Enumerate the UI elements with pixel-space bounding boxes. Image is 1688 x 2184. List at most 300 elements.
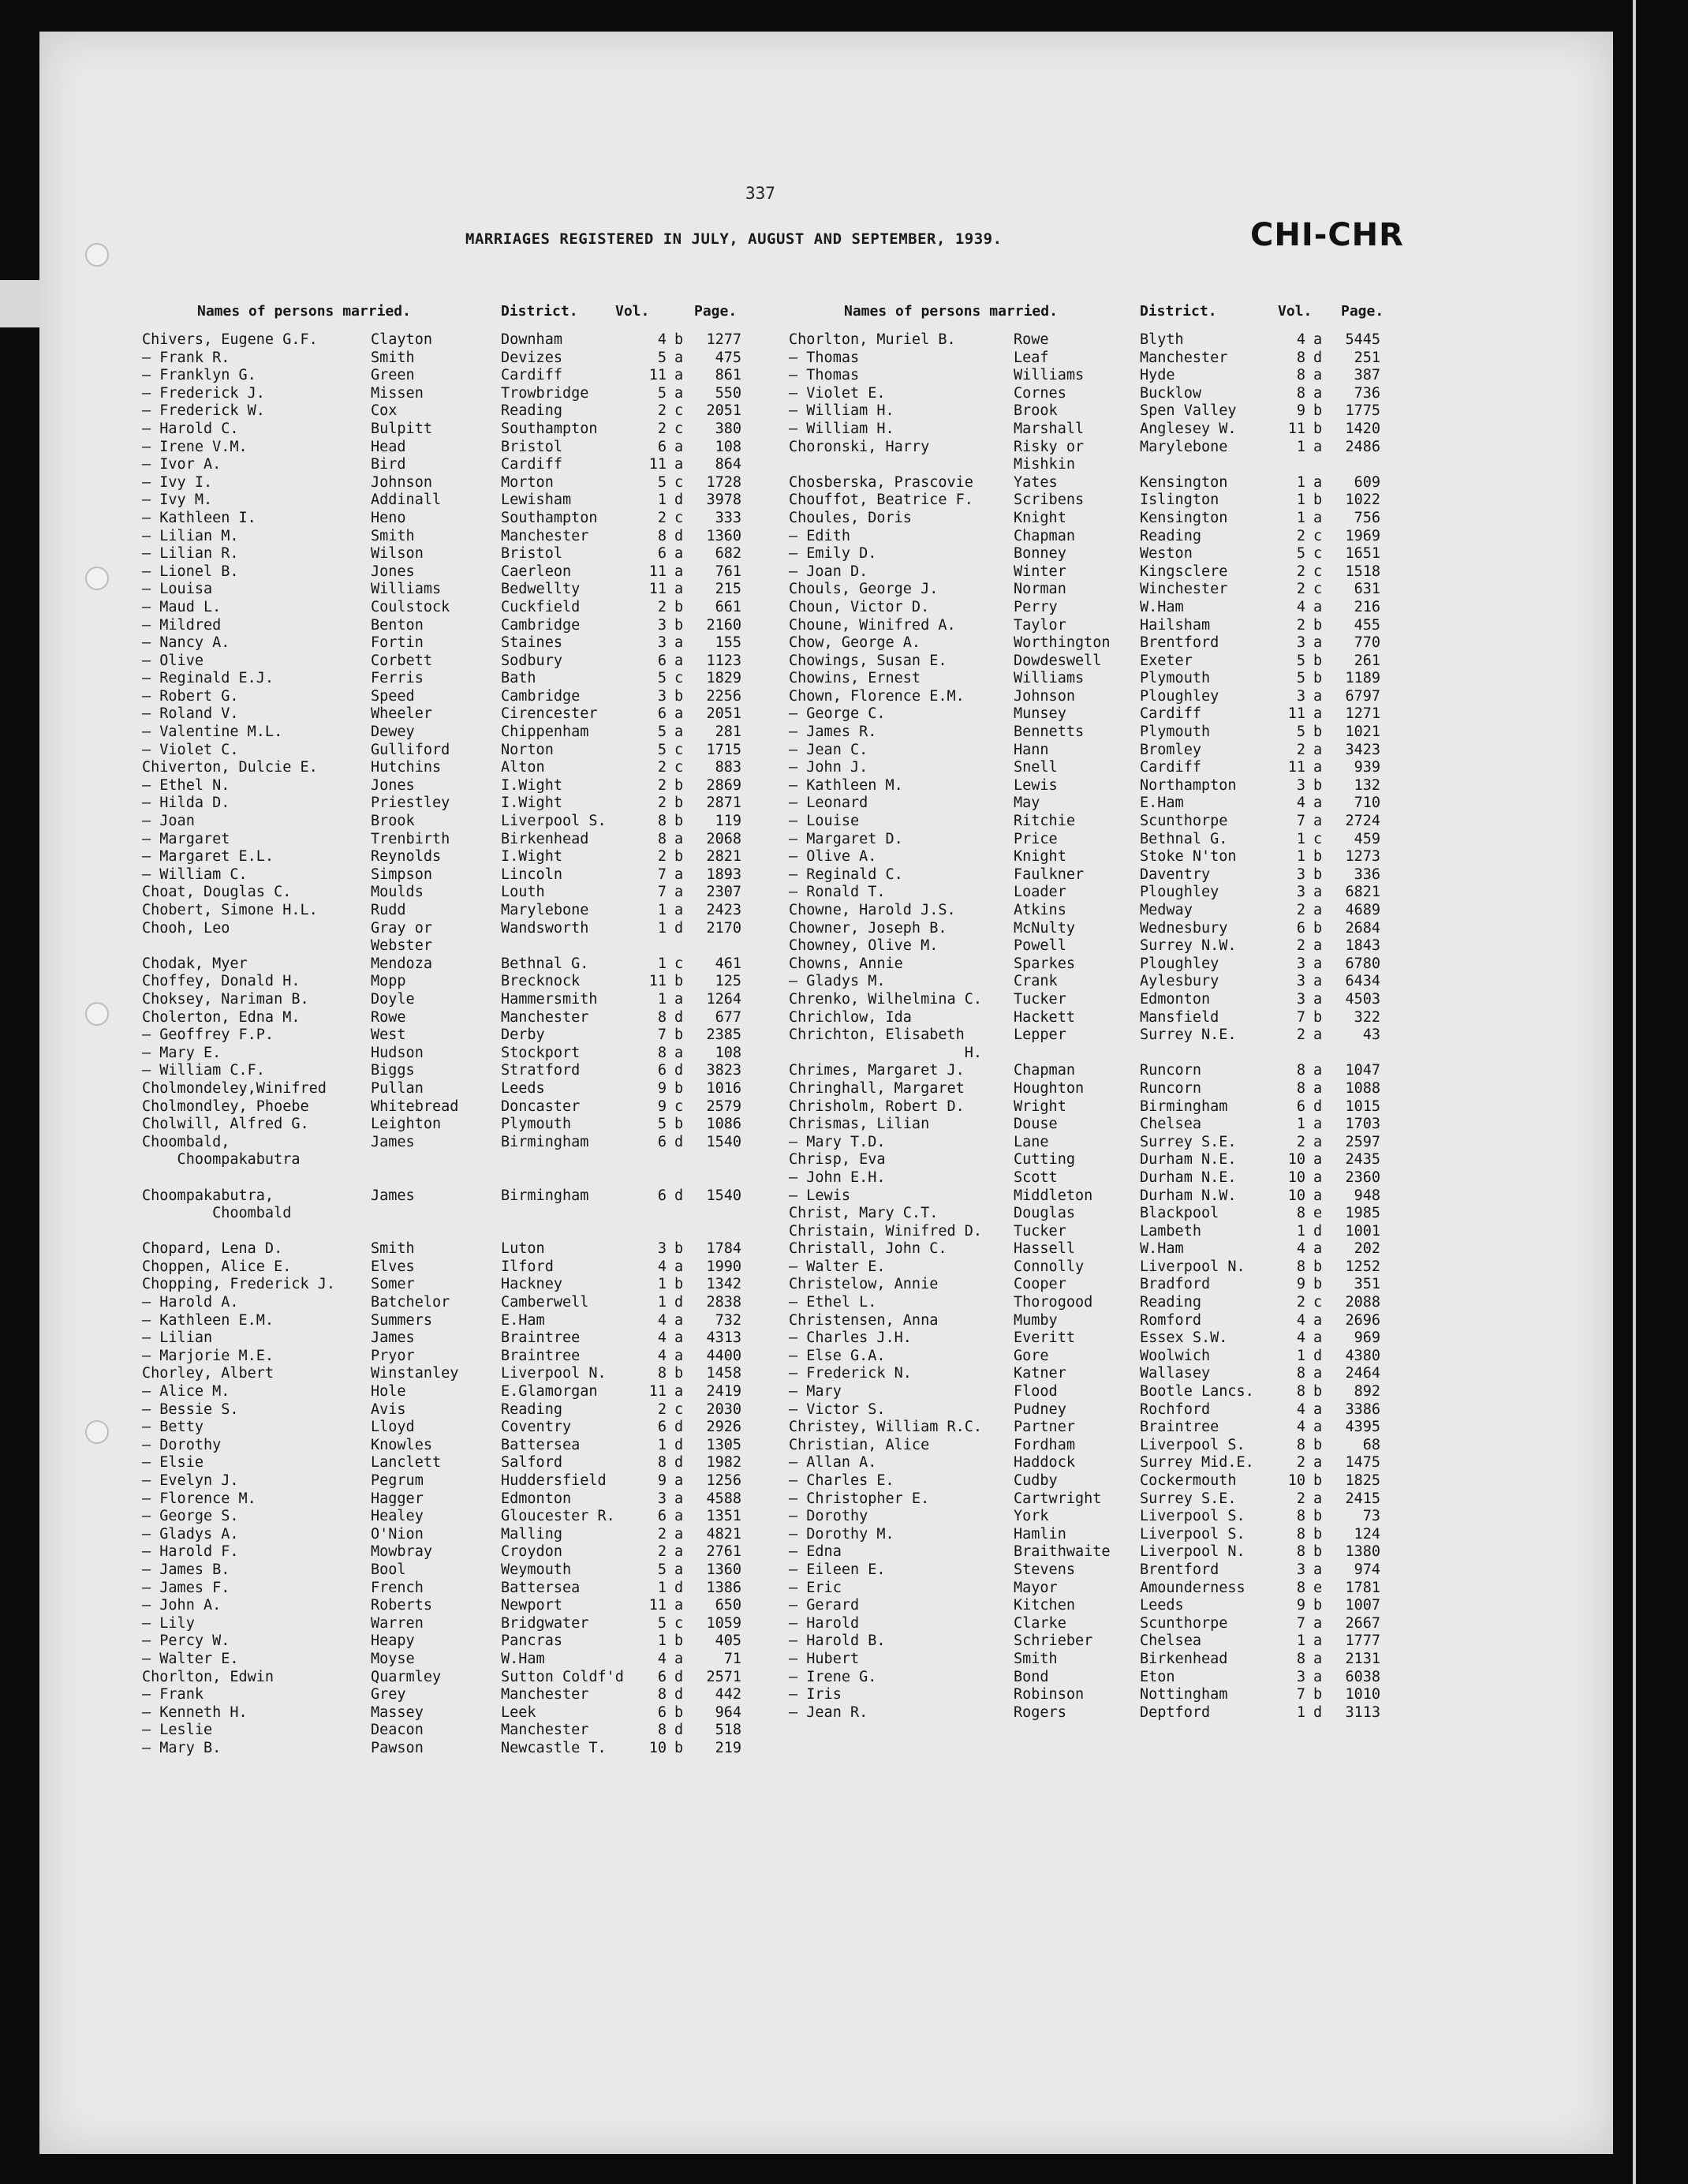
entry-volume: 6 — [657, 1703, 667, 1721]
entry-spouse-surname: Mopp — [371, 973, 406, 990]
page-heading: MARRIAGES REGISTERED IN JULY, AUGUST AND SEPTEMBER, 1939. — [465, 230, 1003, 248]
entry-volume-letter: a — [674, 384, 684, 402]
entry-page: 1829 — [706, 670, 741, 687]
entry-spouse-surname: McNulty — [1014, 919, 1075, 937]
binder-hole — [85, 1002, 109, 1026]
entry-volume-letter: a — [1313, 1561, 1323, 1578]
entry-volume: 1 — [657, 919, 667, 937]
entry-row — [789, 563, 1420, 582]
entry-volume: 2 — [657, 1401, 667, 1418]
entry-row — [789, 634, 1420, 653]
entry-district: Medway — [1140, 902, 1193, 918]
entry-volume: 2 — [1296, 616, 1305, 634]
entry-spouse-surname: Mowbray — [371, 1543, 432, 1561]
entry-district: Trowbridge — [501, 384, 589, 402]
entry-row — [789, 350, 1420, 368]
entry-volume-letter: a — [1313, 1614, 1323, 1632]
entry-spouse-surname: Pudney — [1014, 1401, 1066, 1418]
entry-name: Chiverton, Dulcie E. — [142, 759, 318, 776]
entry-row — [142, 670, 749, 688]
entry-name: — Else G.A. — [789, 1347, 886, 1364]
entry-page: 3978 — [706, 492, 741, 509]
entry-name: Chodak, Myer — [142, 955, 248, 972]
entry-volume: 8 — [657, 1044, 667, 1061]
entry-spouse-surname: Ritchie — [1014, 813, 1075, 830]
entry-spouse-surname: Mumby — [1014, 1311, 1058, 1329]
entry-row — [142, 759, 749, 777]
entry-row — [142, 1329, 749, 1348]
entry-name: Chouls, George J. — [789, 581, 939, 598]
entry-volume-letter: e — [1313, 1579, 1323, 1596]
entry-district: Islington — [1140, 492, 1219, 509]
entry-volume-letter: a — [674, 652, 684, 669]
names-header: Names of persons married. — [197, 303, 411, 320]
entry-row — [142, 1669, 749, 1687]
entry-row — [142, 956, 749, 974]
entry-volume-letter: b — [1313, 420, 1323, 437]
entry-district: Hackney — [501, 1276, 562, 1293]
entry-name: — Ivor A. — [142, 456, 222, 473]
entry-district: Reading — [501, 402, 562, 420]
entry-volume: 7 — [1296, 813, 1305, 830]
entry-volume: 8 — [1296, 1365, 1305, 1382]
entry-district: Newport — [501, 1597, 562, 1614]
binder-hole — [85, 567, 109, 590]
entry-district: Chippenham — [501, 724, 589, 741]
entry-page: 2579 — [706, 1098, 741, 1115]
entry-district: Downham — [501, 331, 562, 348]
entry-volume-letter: a — [1313, 1454, 1323, 1472]
entry-spouse-surname: Moulds — [371, 884, 424, 901]
entry-volume-letter: c — [674, 955, 684, 972]
entry-volume-letter: d — [1313, 1347, 1323, 1364]
entry-volume: 11 — [648, 581, 667, 598]
entry-volume: 6 — [1296, 919, 1305, 937]
entry-row — [142, 350, 749, 368]
entry-volume: 9 — [1296, 402, 1305, 420]
entry-name: — William C. — [142, 866, 248, 883]
entry-district: Stockport — [501, 1044, 581, 1061]
entry-row — [789, 1205, 1420, 1223]
entry-page: 2423 — [706, 902, 741, 918]
entry-name: — Betty — [142, 1419, 204, 1436]
entry-page: 2419 — [706, 1383, 741, 1401]
entry-district: Winchester — [1140, 581, 1228, 598]
entry-district: E.Glamorgan — [501, 1383, 598, 1401]
entry-volume-letter: b — [674, 1739, 684, 1756]
entry-district: Plymouth — [1140, 670, 1211, 687]
entry-row — [142, 1454, 749, 1472]
entry-row — [142, 937, 749, 956]
page-number: 337 — [745, 184, 775, 203]
entry-row — [789, 1526, 1420, 1544]
entry-volume: 4 — [657, 1329, 667, 1347]
entry-spouse-surname: O'Nion — [371, 1525, 424, 1543]
entry-volume-letter: b — [1313, 1472, 1323, 1489]
entry-volume: 3 — [657, 634, 667, 652]
entry-row — [789, 653, 1420, 671]
entry-district: Ploughley — [1140, 884, 1219, 901]
entry-volume-letter: a — [1313, 1187, 1323, 1204]
entry-volume-letter: d — [674, 1668, 684, 1685]
entry-volume: 3 — [657, 687, 667, 705]
entry-volume: 5 — [657, 1561, 667, 1578]
entry-name: — John A. — [142, 1597, 222, 1614]
entry-volume-letter: a — [674, 1490, 684, 1507]
entry-row — [789, 1383, 1420, 1401]
entry-district: Weston — [1140, 545, 1193, 563]
entry-district: Kensington — [1140, 509, 1228, 526]
entry-volume: 8 — [657, 1454, 667, 1472]
entry-name: — Kenneth H. — [142, 1703, 248, 1721]
entry-name: — Leslie — [142, 1722, 213, 1739]
entry-name: Chobert, Simone H.L. — [142, 902, 318, 918]
entry-spouse-surname: Braithwaite — [1014, 1543, 1111, 1561]
entry-volume-letter: d — [674, 1436, 684, 1453]
entry-volume: 1 — [657, 902, 667, 918]
entry-page: 2415 — [1345, 1490, 1380, 1507]
entry-page: 736 — [1354, 384, 1380, 402]
entry-volume: 1 — [1296, 492, 1305, 509]
entry-district: Wallasey — [1140, 1365, 1211, 1382]
entry-volume-letter: a — [1313, 1668, 1323, 1685]
entry-spouse-surname: Hagger — [371, 1490, 424, 1507]
entry-name: — Charles E. — [789, 1472, 894, 1489]
entry-page: 322 — [1354, 1008, 1380, 1026]
entry-volume-letter: a — [1313, 1169, 1323, 1186]
entry-volume: 3 — [1296, 687, 1305, 705]
entry-volume: 2 — [1296, 527, 1305, 544]
entry-spouse-surname: Williams — [1014, 670, 1085, 687]
paper-edge — [1633, 0, 1636, 2184]
entry-spouse-surname: Johnson — [371, 473, 432, 491]
entry-name: Choksey, Nariman B. — [142, 990, 309, 1008]
entry-volume: 3 — [1296, 634, 1305, 652]
entry-name: — William H. — [789, 420, 894, 437]
entry-district: Lewisham — [501, 492, 572, 509]
entry-district: Bristol — [501, 545, 562, 563]
entry-page: 964 — [715, 1703, 741, 1721]
entry-row — [789, 456, 1420, 474]
entry-page: 6038 — [1345, 1668, 1380, 1685]
entry-district: Gloucester R. — [501, 1508, 615, 1525]
entry-row — [789, 581, 1420, 599]
entry-volume-letter: a — [674, 1383, 684, 1401]
entry-volume: 1 — [657, 1436, 667, 1453]
entry-district: Devizes — [501, 349, 562, 366]
entry-volume-letter: b — [674, 1632, 684, 1650]
entry-spouse-surname: Chapman — [1014, 527, 1075, 544]
entry-volume: 4 — [1296, 795, 1305, 812]
entry-volume-letter: d — [674, 1133, 684, 1150]
entry-volume: 1 — [657, 1579, 667, 1596]
entry-row — [142, 1383, 749, 1401]
entry-spouse-surname: Dowdeswell — [1014, 652, 1102, 669]
entry-name: — George S. — [142, 1508, 239, 1525]
entry-row — [142, 402, 749, 421]
entry-name: — Edith — [789, 527, 850, 544]
entry-volume: 3 — [1296, 1561, 1305, 1578]
entry-spouse-surname: Speed — [371, 687, 415, 705]
entry-page: 219 — [715, 1739, 741, 1756]
entry-row — [789, 884, 1420, 902]
entry-page: 2464 — [1345, 1365, 1380, 1382]
entry-volume-letter: b — [1313, 1008, 1323, 1026]
entry-name: — Harold — [789, 1614, 860, 1632]
entry-volume-letter: a — [1313, 902, 1323, 918]
entry-row — [142, 1401, 749, 1419]
entry-page: 518 — [715, 1722, 741, 1739]
entry-spouse-surname: Green — [371, 367, 415, 384]
entry-spouse-surname: Partner — [1014, 1419, 1075, 1436]
entry-name: — Lionel B. — [142, 563, 239, 580]
entry-row — [789, 777, 1420, 795]
entry-volume: 11 — [1287, 705, 1305, 723]
entry-volume-letter: b — [674, 687, 684, 705]
entry-volume: 8 — [1296, 1383, 1305, 1401]
entry-page: 1985 — [1345, 1205, 1380, 1222]
entry-row — [789, 510, 1420, 528]
entry-spouse-surname: Faulkner — [1014, 866, 1085, 883]
entry-spouse-surname: Thorogood — [1014, 1294, 1093, 1311]
entry-row — [789, 492, 1420, 510]
entry-spouse-surname: Hudson — [371, 1044, 424, 1061]
entry-page: 650 — [715, 1597, 741, 1614]
entry-row — [142, 1276, 749, 1294]
entry-volume-letter: b — [674, 776, 684, 794]
entry-spouse-surname: Lepper — [1014, 1027, 1066, 1044]
entry-volume: 6 — [1296, 1098, 1305, 1115]
entry-volume-letter: b — [1313, 1508, 1323, 1525]
entry-page: 1123 — [706, 652, 741, 669]
entry-row — [142, 634, 749, 653]
entry-page: 1086 — [706, 1116, 741, 1133]
entry-volume-letter: a — [1313, 687, 1323, 705]
entry-volume: 4 — [1296, 1240, 1305, 1258]
entry-spouse-surname: Smith — [1014, 1650, 1058, 1667]
district-header: District. — [501, 303, 578, 320]
entry-volume: 3 — [1296, 866, 1305, 883]
entry-spouse-surname: Hole — [371, 1383, 406, 1401]
entry-volume-letter: d — [1313, 349, 1323, 366]
entry-district: Hammersmith — [501, 990, 598, 1008]
entry-row — [142, 599, 749, 617]
entry-volume: 1 — [657, 1294, 667, 1311]
entry-page: 351 — [1354, 1276, 1380, 1293]
entry-volume: 8 — [1296, 367, 1305, 384]
entry-volume-letter: a — [674, 545, 684, 563]
entry-page: 550 — [715, 384, 741, 402]
entry-name: — Dorothy M. — [789, 1525, 894, 1543]
entry-volume: 9 — [657, 1472, 667, 1489]
entry-page: 455 — [1354, 616, 1380, 634]
entry-spouse-surname: Haddock — [1014, 1454, 1075, 1472]
entry-page: 732 — [715, 1311, 741, 1329]
entry-volume-letter: a — [1313, 1365, 1323, 1382]
entry-district: Cambridge — [501, 616, 581, 634]
entry-volume: 2 — [657, 402, 667, 420]
entry-volume-letter: b — [674, 1027, 684, 1044]
entry-name: Christ, Mary C.T. — [789, 1205, 939, 1222]
entry-row — [789, 1080, 1420, 1098]
entry-volume: 8 — [1296, 1079, 1305, 1097]
entry-volume-letter: b — [1313, 1686, 1323, 1703]
entry-page: 380 — [715, 420, 741, 437]
entry-volume: 6 — [657, 705, 667, 723]
entry-spouse-surname: Rudd — [371, 902, 406, 918]
entry-volume: 8 — [657, 1686, 667, 1703]
entry-district: Newcastle T. — [501, 1739, 607, 1756]
entry-district: Wandsworth — [501, 919, 589, 937]
entry-district: Leek — [501, 1703, 536, 1721]
entry-volume-letter: a — [674, 1597, 684, 1614]
entry-spouse-surname: York — [1014, 1508, 1049, 1525]
entry-district: Braintree — [501, 1347, 581, 1364]
entry-page: 2068 — [706, 830, 741, 847]
entry-spouse-surname: Smith — [371, 1240, 415, 1258]
entry-district: Spen Valley — [1140, 402, 1237, 420]
entry-name: — Roland V. — [142, 705, 239, 723]
entry-row — [789, 1580, 1420, 1598]
entry-page: 1825 — [1345, 1472, 1380, 1489]
entry-page: 1777 — [1345, 1632, 1380, 1650]
entry-volume: 2 — [1296, 1027, 1305, 1044]
entry-volume: 6 — [657, 1133, 667, 1150]
entry-district: Liverpool N. — [1140, 1258, 1245, 1275]
entry-page: 132 — [1354, 776, 1380, 794]
entry-volume-letter: d — [674, 492, 684, 509]
entry-volume: 8 — [657, 813, 667, 830]
entry-name: — Elsie — [142, 1454, 204, 1472]
entry-volume: 9 — [1296, 1276, 1305, 1293]
entry-district: Chelsea — [1140, 1632, 1201, 1650]
entry-spouse-surname: Winstanley — [371, 1365, 459, 1382]
entry-name: — Geoffrey F.P. — [142, 1027, 274, 1044]
entry-volume: 3 — [1296, 776, 1305, 794]
entry-district: Bedwellty — [501, 581, 581, 598]
entry-volume: 5 — [657, 473, 667, 491]
entry-volume-letter: d — [674, 1419, 684, 1436]
entry-volume-letter: c — [674, 1401, 684, 1418]
entry-name: — Iris — [789, 1686, 842, 1703]
entry-volume-letter: a — [1313, 1116, 1323, 1133]
entry-name: — Lilian — [142, 1329, 213, 1347]
binder-hole — [85, 1420, 109, 1444]
entry-volume-letter: a — [674, 902, 684, 918]
entry-page: 5445 — [1345, 331, 1380, 348]
entry-volume: 7 — [657, 884, 667, 901]
entry-name: Christain, Winifred D. — [789, 1222, 983, 1240]
entry-name: Chooh, Leo — [142, 919, 230, 937]
entry-volume-letter: b — [1313, 866, 1323, 883]
entry-spouse-surname: Jones — [371, 776, 415, 794]
entry-volume-letter: e — [1313, 1205, 1323, 1222]
entry-district: Cirencester — [501, 705, 598, 723]
entry-spouse-surname: French — [371, 1579, 424, 1596]
entry-volume-letter: a — [1313, 1329, 1323, 1347]
entry-volume: 3 — [657, 1240, 667, 1258]
entry-name: Chopping, Frederick J. — [142, 1276, 336, 1293]
entry-volume: 11 — [1287, 420, 1305, 437]
entry-spouse-surname: Bird — [371, 456, 406, 473]
entry-page: 2170 — [706, 919, 741, 937]
entry-volume-letter: b — [674, 1365, 684, 1382]
entry-spouse-surname: Katner — [1014, 1365, 1066, 1382]
entry-volume: 3 — [1296, 955, 1305, 972]
entry-spouse-surname: Gray or — [371, 919, 432, 937]
entry-district: Manchester — [501, 1686, 589, 1703]
entry-spouse-surname: Kitchen — [1014, 1597, 1075, 1614]
entry-name: Chowings, Susan E. — [789, 652, 947, 669]
entry-name: — Alice M. — [142, 1383, 230, 1401]
entry-volume-letter: a — [1313, 1079, 1323, 1097]
entry-row — [142, 1526, 749, 1544]
entry-row — [142, 777, 749, 795]
entry-volume-letter: c — [1313, 581, 1323, 598]
entry-row — [142, 1632, 749, 1651]
entry-district: Cockermouth — [1140, 1472, 1237, 1489]
entry-district: I.Wight — [501, 776, 562, 794]
entry-row — [142, 1134, 749, 1152]
entry-page: 770 — [1354, 634, 1380, 652]
entry-page: 4588 — [706, 1490, 741, 1507]
entry-row — [142, 1651, 749, 1669]
entry-district: Durham N.E. — [1140, 1169, 1237, 1186]
entry-page: 3386 — [1345, 1401, 1380, 1418]
entry-row — [142, 1027, 749, 1045]
entry-volume-letter: b — [1313, 848, 1323, 866]
entry-name: — Walter E. — [789, 1258, 886, 1275]
entry-name: — Frederick J. — [142, 384, 265, 402]
entry-volume: 3 — [1296, 973, 1305, 990]
entry-spouse-surname: Mishkin — [1014, 456, 1075, 473]
entry-page: 710 — [1354, 795, 1380, 812]
entry-name: Chopard, Lena D. — [142, 1240, 283, 1258]
entry-row — [142, 1722, 749, 1740]
entry-volume-letter: c — [674, 420, 684, 437]
entry-row — [142, 1258, 749, 1277]
entry-row — [142, 331, 749, 350]
entry-row — [789, 599, 1420, 617]
entry-row — [142, 1561, 749, 1580]
entry-name: — Irene G. — [789, 1668, 877, 1685]
entry-volume-letter: d — [674, 1294, 684, 1311]
entry-volume-letter: a — [1313, 331, 1323, 348]
entry-volume-letter: a — [1313, 1240, 1323, 1258]
entry-name: Cholwill, Alfred G. — [142, 1116, 309, 1133]
entry-spouse-surname: Hann — [1014, 741, 1049, 758]
entry-spouse-surname: Leaf — [1014, 349, 1049, 366]
entry-name: — Harold F. — [142, 1543, 239, 1561]
entry-name: H. — [789, 1044, 983, 1061]
entry-spouse-surname: Pullan — [371, 1079, 424, 1097]
entry-district: Birmingham — [1140, 1098, 1228, 1115]
entry-volume: 6 — [657, 1187, 667, 1204]
entry-page: 442 — [715, 1686, 741, 1703]
entry-spouse-surname: Cutting — [1014, 1151, 1075, 1169]
entry-row — [142, 813, 749, 831]
entry-volume-letter: c — [1313, 1294, 1323, 1311]
entry-row — [789, 1045, 1420, 1063]
entry-row — [142, 439, 749, 457]
entry-page: 4395 — [1345, 1419, 1380, 1436]
entry-volume: 9 — [1296, 1597, 1305, 1614]
entry-district: Blyth — [1140, 331, 1184, 348]
entry-district: Reading — [1140, 527, 1201, 544]
names-header: Names of persons married. — [844, 303, 1058, 320]
entry-volume-letter: a — [674, 367, 684, 384]
entry-spouse-surname: Trenbirth — [371, 830, 450, 847]
